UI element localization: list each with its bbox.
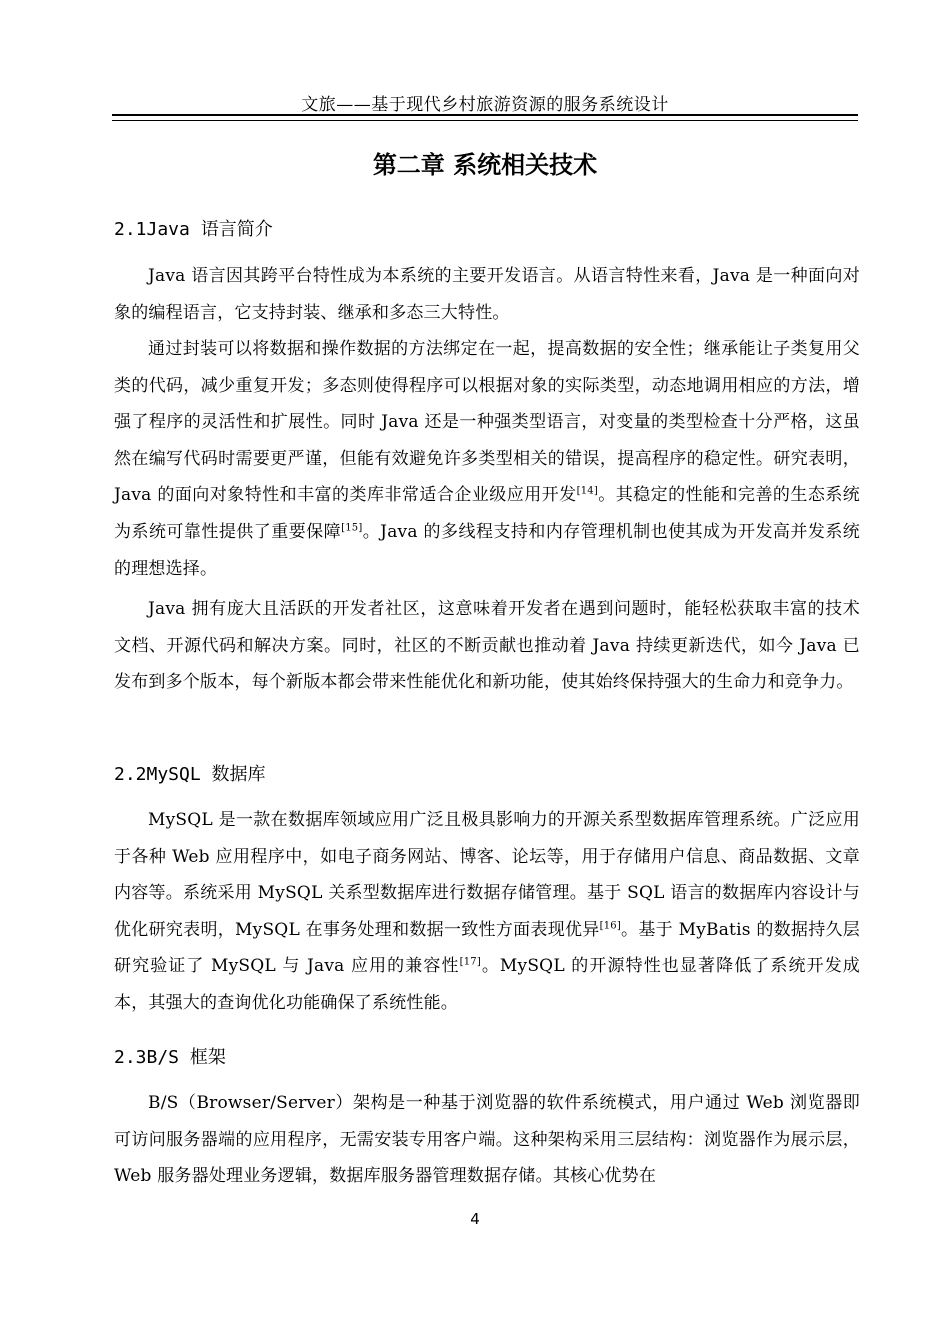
paragraph-text: 。基于 MyBatis 的数据持久层研究验证了 MySQL 与 Java 应用的兼容性 [114,919,860,977]
section-heading-2-3: 2.3B/S 框架 [114,1047,226,1068]
paragraph-bs-architecture: B/S（Browser/Server）架构是一种基于浏览器的软件系统模式，用户通过 Web 浏览器即可访问服务器端的应用程序，无需安装专用客户端。这种架构采用三层结构：浏览器作为展示层，Web 服务器处理业务逻辑，数据库服务器管理数据存储。其核心优势在 [114,1093,860,1187]
paragraph-java-community: Java 拥有庞大且活跃的开发者社区，这意味着开发者在遇到问题时，能轻松获取丰富的技术文档、开源代码和解决方案。同时，社区的不断贡献也推动着 Java 持续更新迭代，如今 Java 已发布到多个版本，每个新版本都会带来性能优化和新功能，使其始终保持强大的生命力和竞争力。 [114,599,860,693]
header-rule [112,114,858,121]
paragraph-java-intro: Java 语言因其跨平台特性成为本系统的主要开发语言。从语言特性来看，Java 是一种面向对象的编程语言，它支持封装、继承和多态三大特性。 [114,266,860,323]
section-heading-2-2: 2.2MySQL 数据库 [114,764,266,785]
citation-17: [17] [459,956,481,968]
paragraph-text: 。MySQL 的开源特性也显著降低了系统开发成本，其强大的查询优化功能确保了系统性能。 [114,956,861,1013]
running-header: 文旅——基于现代乡村旅游资源的服务系统设计 [301,95,669,115]
page-number: 4 [470,1210,480,1228]
paragraph-text: 。其稳定的性能和完善的生态系统为系统可靠性提供了重要保障 [114,485,860,542]
paragraph-text: 通过封装可以将数据和操作数据的方法绑定在一起，提高数据的安全性；继承能让子类复用父类的代码，减少重复开发；多态则使得程序可以根据对象的实际类型，动态地调用相应的方法，增强了程序的灵活性和扩展性。同时 Java 还是一种强类型语言，对变量的类型检查十分严格，这虽然在编写代码时需要更严谨，但能有效避免许多类型相关的错误，提高程序的稳定性。研究表明，Java 的面向对象特性和丰富的类库非常适合企业级应用开发 [114,339,860,506]
paragraph-java-oop [114,331,860,587]
paragraph-mysql [114,802,860,1022]
paragraph-text: MySQL 是一款在数据库领域应用广泛且极具影响力的开源关系型数据库管理系统。广泛应用于各种 Web 应用程序中，如电子商务网站、博客、论坛等，用于存储用户信息、商品数据、文章内容等。系统采用 MySQL 关系型数据库进行数据存储管理。基于 SQL 语言的数据库内容设计与优化研究表明，MySQL 在事务处理和数据一致性方面表现优异 [114,810,860,940]
section-heading-2-1: 2.1Java 语言简介 [114,219,273,240]
chapter-title: 第二章 系统相关技术 [372,151,598,179]
citation-16: [16] [599,920,621,932]
citation-15: [15] [341,522,363,534]
citation-14: [14] [576,485,598,497]
paragraph-text: 。Java 的多线程支持和内存管理机制也使其成为开发高并发系统的理想选择。 [114,521,860,579]
